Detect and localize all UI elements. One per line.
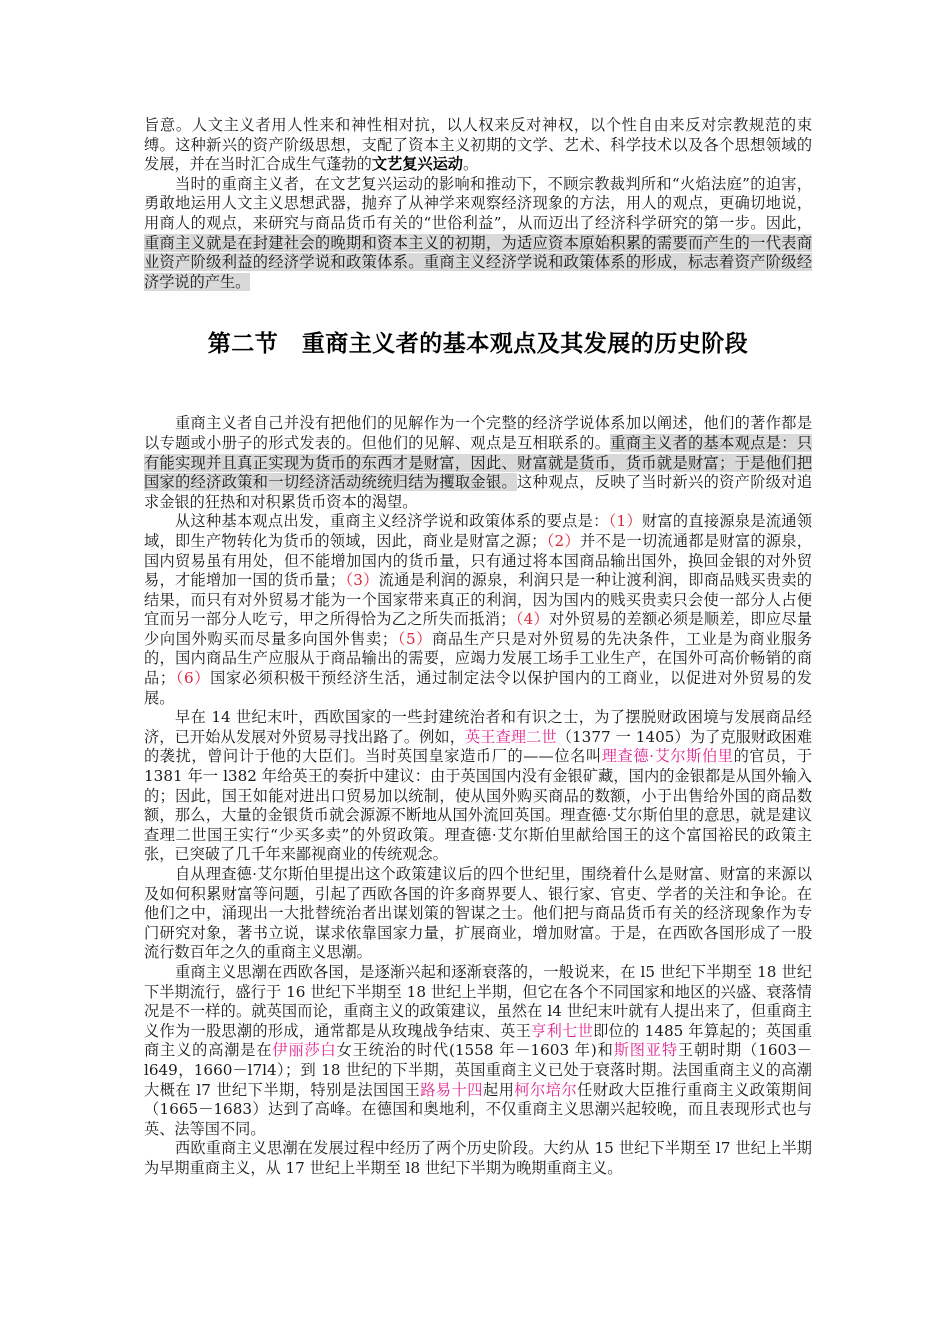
point-number: （5） — [397, 629, 433, 648]
paragraph-basic-views — [144, 414, 812, 512]
person-name: 路易十四 — [420, 1080, 483, 1099]
point-number: （1） — [608, 512, 642, 531]
text-run: 重商主义思潮在西欧各国，是逐渐兴起和逐渐衰落的，一般说来，在 l5 世纪下半期至 18 世纪下半期流行，盛行于 16 世纪下半期至 18 世纪上半期，但它在各个不同国家和地区的兴盛、衰落情况是不一样的。就英国而论，重商主义的政策建议，虽然在 l4 世纪末叶就有人提出来了，但重商主义作为一股思潮的形成，通常都是从玫瑰战争结束、英王 — [144, 962, 812, 1040]
point-number: （4） — [515, 610, 550, 629]
text-run: 对外贸易的差额必须是顺差，即应尽量少向国外购买而尽量多向国外售卖； — [144, 610, 813, 648]
text-run: 流通是利润的源泉，利润只是一种让渡利润，即商品贱买贵卖的结果，而只有对外贸易才能为一个国家带来真正的利润，因为国内的贱买贵卖只会使一部分人占便宜而另一部分人吃亏，甲之所得恰为乙之所失而抵消； — [144, 571, 812, 629]
text-run: 旨意。人文主义者用人性来和神性相对抗，以人权来反对神权，以个性自由来反对宗教规范的束缚。这种新兴的资产阶级思想，支配了资本主义初期的文学、艺术、科学技术以及各个思想领域的发展，并在当时汇合成生气蓬勃的 — [144, 116, 812, 174]
paragraph-renaissance — [144, 116, 812, 175]
text-run: 起用 — [483, 1080, 515, 1099]
text-run: 早在 14 世纪末叶，西欧国家的一些封建统治者和有识之士，为了摆脱财政困境与发展商品经济，已开始从发展对外贸易寻找出路了。例如， — [144, 708, 812, 746]
text-run: 女王统治的时代(1558 年－1603 年)和 — [336, 1041, 614, 1060]
person-name: 理查德·艾尔斯伯里 — [601, 747, 734, 766]
text-run: 即位的 1485 年算起的；英国重商主义的高潮是在 — [144, 1021, 813, 1060]
text-run: 的官员，于 1381 年一 l382 年给英王的奏折中建议：由于英国国内没有金银矿藏，国内的金银都是从国外输入的；因此，国王如能对进出口贸易加以统制，使从国外购买商品的数额，小于出售给外国的商品数额，那么，大量的金银货币就会源源不断地从国外流回英国。理查德·艾尔斯伯里的意思，就是建议查理二世国王实行“少买多卖”的外贸政策。理查德·艾尔斯伯里献给国王的这个富国裕民的政策主张，已突破了几千年来鄙视商业的传统观念。 — [144, 747, 813, 864]
point-number: （6） — [175, 669, 211, 688]
section-heading-wrap — [144, 292, 812, 414]
person-name: 柯尔培尔 — [514, 1080, 578, 1099]
point-number: （3） — [345, 571, 379, 590]
text-run: （1377 一 1405）为了克服财政困难的袭扰，曾问计于他的大臣们。当时英国皇家造币厂的——位名叫 — [144, 727, 813, 766]
paragraph-two-stages: 西欧重商主义思潮在发展过程中经历了两个历史阶段。大约从 15 世纪下半期至 l7 世纪上半期为早期重商主义，从 17 世纪上半期至 l8 世纪下半期为晚期重商主义。 — [144, 1139, 812, 1177]
text-run: 任财政大臣推行重商主义政策期间（1665－1683）达到了高峰。在德国和奥地利，不仅重商主义思潮兴起较晚，而且表现形式也与英、法等国不同。 — [144, 1080, 813, 1138]
text-run: 国家必须积极干预经济生活，通过制定法令以保护国内的工商业，以促进对外贸易的发展。 — [144, 669, 812, 707]
text-run: 从这种基本观点出发，重商主义经济学说和政策体系的要点是： — [175, 512, 609, 531]
paragraph-14th-century — [144, 708, 812, 865]
paragraph-key-points — [144, 512, 812, 708]
text-run: 财富的直接源泉是流通领域，即生产物转化为货币的领域，因此，商业是财富之源； — [144, 512, 813, 550]
text-run: 。 — [462, 155, 479, 174]
highlighted-text: 重商主义者的基本观点是：只有能实现并且真正实现为货币的东西才是财富，因此、财富就是货币，货币就是财富；于是他们把国家的经济政策和一切经济活动统统归结为攫取金银。 — [144, 433, 813, 492]
person-name: 伊丽莎白 — [272, 1041, 337, 1060]
text-run: 商品生产只是对外贸易的先决条件，工业是为商业服务的，国内商品生产应服从于商品输出的需要，应竭力发展工场手工业生产，在国外可高价畅销的商品； — [144, 629, 812, 688]
highlighted-text: 重商主义就是在封建社会的晚期和资本主义的初期，为适应资本原始积累的需要而产生的一代表商业资产阶级利益的经济学说和政策体系。重商主义经济学说和政策体系的形成，标志着资产阶级经济学说的产生。 — [144, 233, 812, 291]
bold-term: 文艺复兴运动 — [371, 155, 463, 174]
document-page — [144, 116, 812, 1179]
point-number: （2） — [546, 531, 580, 550]
paragraph-mercantilist-origin — [144, 175, 812, 293]
text-run: 这种观点，反映了当时新兴的资产阶级对追求金银的狂热和对积累货币资本的渴望。 — [144, 473, 813, 511]
person-name: 斯图亚特 — [613, 1041, 678, 1060]
text-run: 当时的重商主义者，在文艺复兴运动的影响和推动下，不顾宗教裁判所和“火焰法庭”的迫害，勇敢地运用人文主义思想武器，抛弃了从神学来观察经济现象的方法，用人的观点，更确切地说，用商人的观点，来研究与商品货币有关的“世俗利益”，从而迈出了经济科学研究的第一步。因此， — [144, 174, 812, 232]
person-name: 英王查理二世 — [465, 727, 557, 746]
text-run: 重商主义者自己并没有把他们的见解作为一个完整的经济学说体系加以阐述，他们的著作都是以专题或小册子的形式发表的。但他们的见解、观点是互相联系的。 — [144, 414, 812, 452]
paragraph-four-centuries: 自从理查德·艾尔斯伯里提出这个政策建议后的四个世纪里，围绕着什么是财富、财富的来源以及如何积累财富等问题，引起了西欧各国的许多商界要人、银行家、官吏、学者的关注和争论。在他们之中，涌现出一大批替统治者出谋划策的智谋之士。他们把与商品货币有关的经济现象作为专门研究对象，著书立说，谋求依靠国家力量，扩展商业，增加财富。于是，在西欧各国形成了一股流行数百年之久的重商主义思潮。 — [144, 865, 812, 962]
paragraph-rise-and-fall — [144, 963, 812, 1139]
section-heading: 第二节 重商主义者的基本观点及其发展的历史阶段 — [207, 330, 749, 357]
person-name: 亨利七世 — [531, 1021, 594, 1040]
text-run: 并不是一切流通都是财富的源泉，国内贸易虽有用处，但不能增加国内的货币量，只有通过将本国商品输出国外，换回金银的对外贸易，才能增加一国的货币量； — [144, 531, 812, 590]
text-run: 王朝时期（1603－l649，1660－l7l4）；到 18 世纪的下半期，英国重商主义已处于衰落时期。法国重商主义的高潮大概在 l7 世纪下半期，特别是法国国王 — [144, 1041, 812, 1099]
